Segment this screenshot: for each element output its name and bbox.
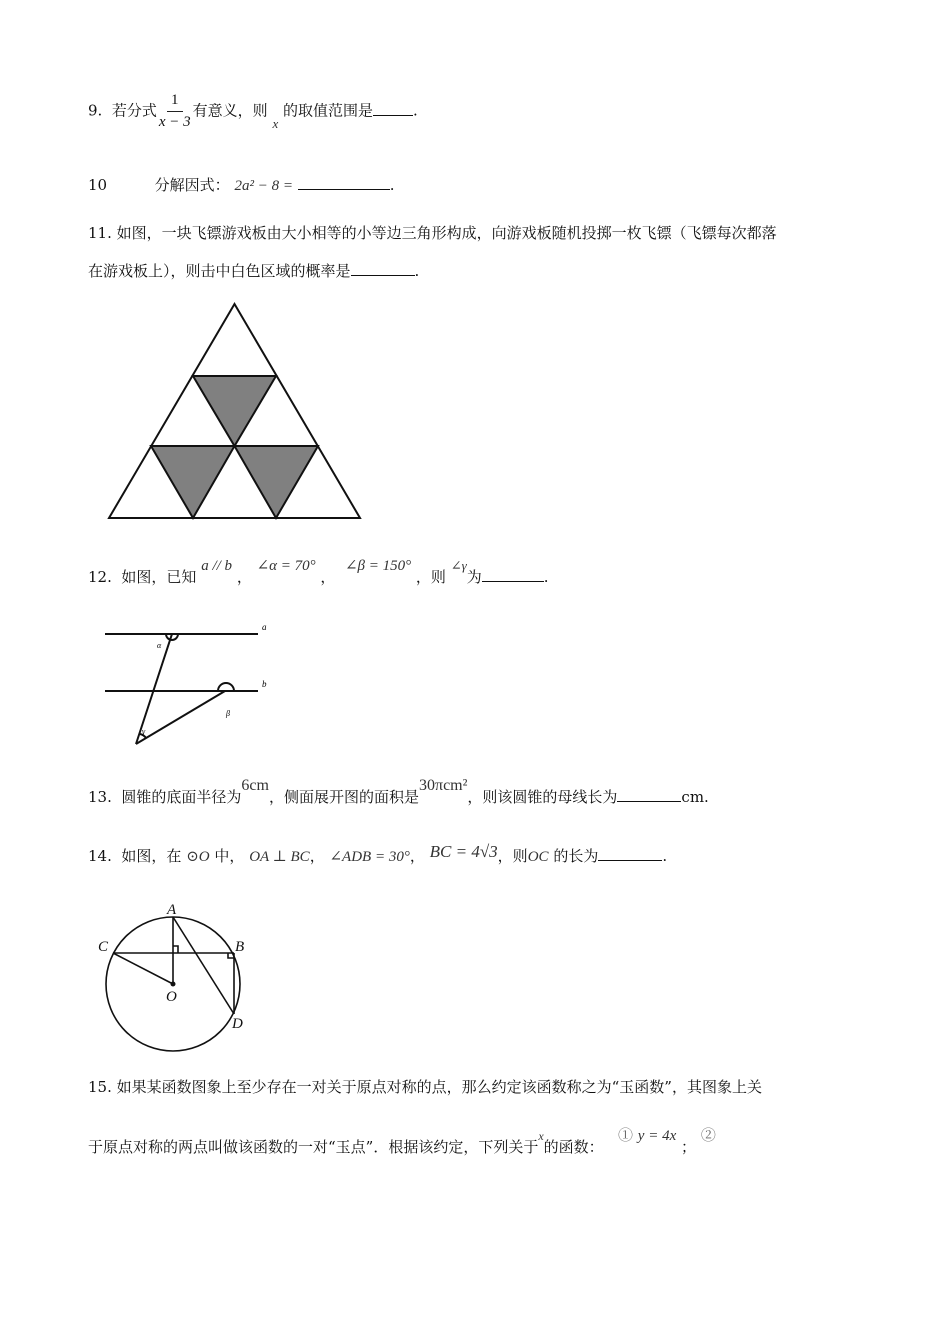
center-point <box>171 982 176 987</box>
question-10: 10 分解因式： 2a² − 8 = . <box>88 176 395 194</box>
question-number: 13. <box>88 788 112 806</box>
point-a-label: A <box>167 902 177 918</box>
answer-blank[interactable] <box>617 787 681 802</box>
circle-figure <box>94 896 264 1056</box>
question-11-line1: 11. 如图，一块飞镖游戏板由大小相等的小等边三角形构成，向游戏板随机投掷一枚飞镖（飞镖每次都落 <box>88 224 777 242</box>
point-o-label: O <box>166 989 177 1005</box>
answer-blank[interactable] <box>351 261 415 276</box>
parallel-lines-figure <box>100 612 280 752</box>
answer-blank[interactable] <box>373 101 413 116</box>
point-c-label: C <box>98 939 109 955</box>
line-b-label: b <box>262 679 267 689</box>
question-12: 12. 如图，已知 a // b ， ∠α = 70° ， ∠β = 150° ，则 ∠γ为 . <box>88 558 549 586</box>
line-a-label: a <box>262 622 267 632</box>
question-11-line2: 在游戏板上），则击中白色区域的概率是 . <box>88 262 420 280</box>
answer-blank[interactable] <box>482 567 544 582</box>
answer-blank[interactable] <box>598 846 662 861</box>
fraction: $\frac{1}{x - 3}$ <box>158 92 191 130</box>
point-b-label: B <box>235 939 245 955</box>
question-9: 9. 若分式 $\frac{1}{x - 3}$ 有意义，则 x 的取值范围是 . <box>88 92 418 131</box>
shaded-triangle-right <box>235 446 319 518</box>
question-number: 10 <box>88 176 108 194</box>
angle-alpha-label: α <box>157 641 162 650</box>
question-number: 14. <box>88 847 112 865</box>
question-14: 14. 如图，在 ⊙O 中， OA ⊥ BC， ∠ADB = 30°， BC = 4√3，则OC 的长为 . <box>88 842 668 865</box>
angle-gamma-label: γ <box>142 727 146 736</box>
question-13: 13. 圆锥的底面半径为6cm，侧面展开图的面积是30πcm²，则该圆锥的母线长为 cm. <box>88 777 709 806</box>
answer-blank[interactable] <box>298 175 390 190</box>
shaded-triangle-left <box>151 446 235 518</box>
angle-beta-label: β <box>226 709 230 718</box>
shaded-triangle-top <box>193 376 276 446</box>
dartboard-figure <box>100 296 370 526</box>
question-15-line1: 15. 如果某函数图象上至少存在一对关于原点对称的点，那么约定该函数称之为“玉函数”，其图象上关 <box>88 1078 762 1096</box>
point-d-label: D <box>232 1016 243 1032</box>
question-number: 9. <box>88 101 103 120</box>
question-number: 12. <box>88 568 112 586</box>
question-15-line2: 于原点对称的两点叫做该函数的一对“玉点”．根据该约定，下列关于$^x$的函数： ① y = 4x ； ② <box>88 1126 716 1156</box>
